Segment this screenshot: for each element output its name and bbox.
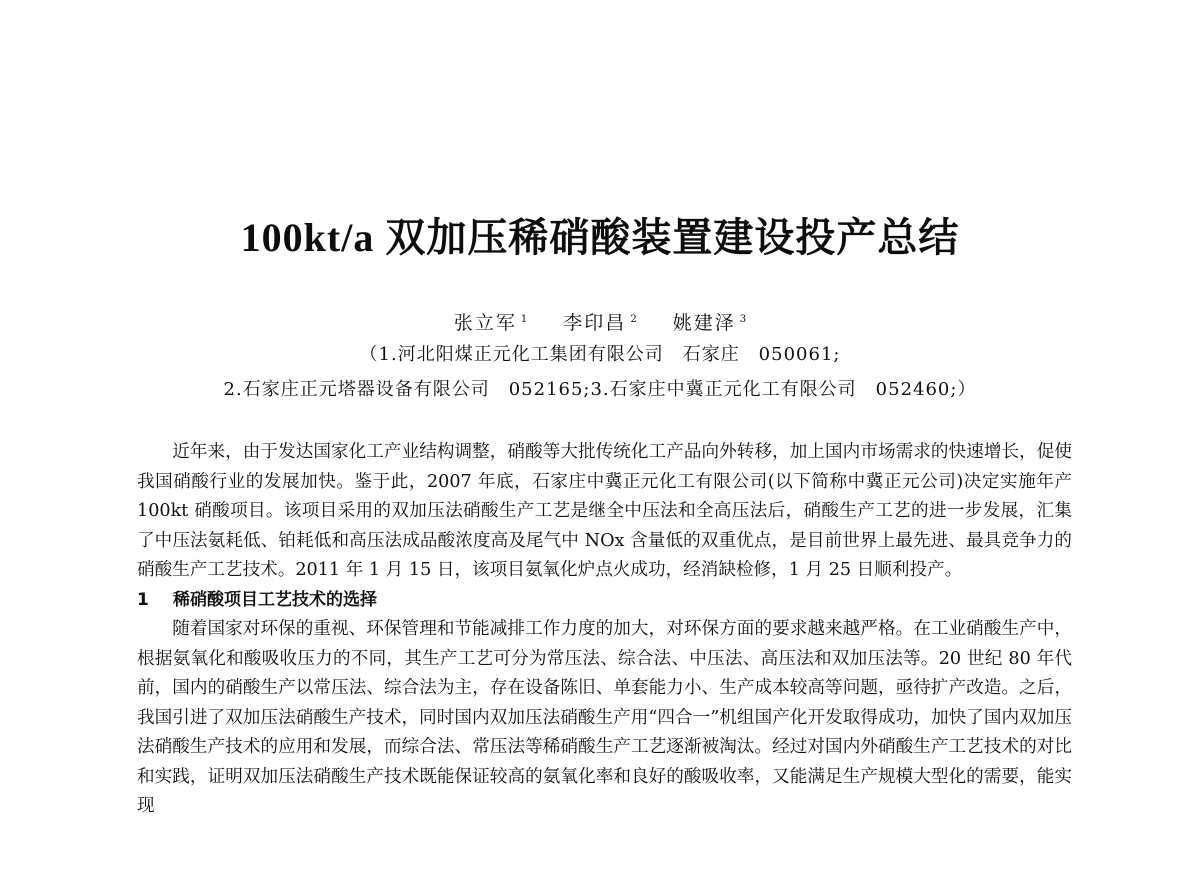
author-name: 李印昌 bbox=[563, 312, 627, 335]
author-affiliation-mark: 2 bbox=[630, 314, 637, 325]
author-list bbox=[0, 305, 1200, 338]
author bbox=[563, 312, 636, 334]
author-affiliation-mark: 1 bbox=[520, 314, 528, 325]
author bbox=[673, 312, 746, 334]
section-title: 稀硝酸项目工艺技术的选择 bbox=[173, 589, 377, 610]
paper-title: 100kt/a 双加压稀硝酸装置建设投产总结 bbox=[240, 215, 960, 260]
author-name: 姚建泽 bbox=[672, 312, 736, 335]
affiliation-line: （1.河北阳煤正元化工集团有限公司 石家庄 050061; bbox=[359, 344, 841, 365]
author-name: 张立军 bbox=[453, 312, 517, 335]
author bbox=[454, 312, 527, 334]
article-body bbox=[137, 438, 1072, 822]
section-heading bbox=[137, 586, 1072, 616]
intro-paragraph: 近年来，由于发达国家化工产业结构调整，硝酸等大批传统化工产品向外转移，加上国内市场需求的快速增长，促使我国硝酸行业的发展加快。鉴于此，2007 年底，石家庄中冀正元化工有限公司(以下简称中冀正元公司)决定实施年产 100kt 硝酸项目。该项目采用的双加压法硝酸生产工艺是继全中压法和全高压法后，硝酸生产工艺的进一步发展，汇集了中压法氨耗低、铂耗低和高压法成品酸浓度高及尾气中 NOx 含量低的双重优点，是目前世界上最先进、最具竞争力的硝酸生产工艺技术。2011 年 1 月 15 日，该项目氨氧化炉点火成功，经消缺检修，1 月 25 日顺利投产。 bbox=[137, 442, 1072, 580]
section-number: 1 bbox=[137, 589, 149, 610]
section-paragraph: 随着国家对环保的重视、环保管理和节能减排工作力度的加大，对环保方面的要求越来越严格。在工业硝酸生产中，根据氨氧化和酸吸收压力的不同，其生产工艺可分为常压法、综合法、中压法、高压法和双加压法等。20 世纪 80 年代前，国内的硝酸生产以常压法、综合法为主，存在设备陈旧、单套能力小、生产成本较高等问题，亟待扩产改造。之后，我国引进了双加压法硝酸生产技术，同时国内双加压法硝酸生产用“四合一”机组国产化开发取得成功，加快了国内双加压法硝酸生产技术的应用和发展，而综合法、常压法等稀硝酸生产工艺逐渐被淘汰。经过对国内外硝酸生产工艺技术的对比和实践，证明双加压法硝酸生产技术既能保证较高的氨氧化率和良好的酸吸收率，又能满足生产规模大型化的需要，能实现 bbox=[137, 619, 1072, 816]
author-affiliation-mark: 3 bbox=[739, 314, 747, 325]
affiliation-line: 2.石家庄正元塔器设备有限公司 052165;3.石家庄中冀正元化工有限公司 052460;） bbox=[223, 379, 977, 400]
